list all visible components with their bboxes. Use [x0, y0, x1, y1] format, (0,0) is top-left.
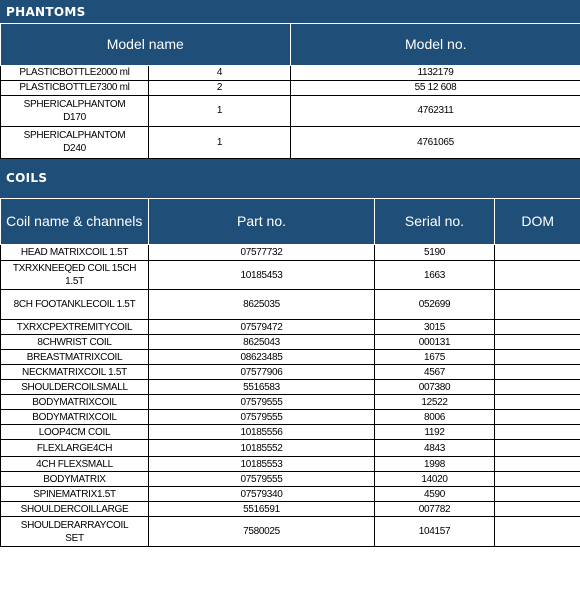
coil-row: [1, 425, 580, 440]
coil-dom-cell: [495, 261, 580, 290]
coil-serial-no-cell: 8006: [375, 410, 495, 425]
phantom-qty-cell: 2: [149, 80, 291, 95]
phantom-row: [1, 126, 580, 158]
coil-row: [1, 380, 580, 395]
coil-serial-no-cell: 4843: [375, 440, 495, 457]
coil-name-header: Coil name & channels: [1, 199, 149, 245]
phantom-model-no-cell: 4761065: [291, 126, 580, 158]
coil-part-no-cell: 7580025: [149, 517, 375, 547]
coil-name-cell: BODYMATRIXCOIL: [1, 410, 149, 425]
coil-dom-cell: [495, 245, 580, 261]
coil-row: [1, 245, 580, 261]
coil-name-cell: SPINEMATRIX1.5T: [1, 487, 149, 502]
phantom-row: [1, 65, 580, 80]
dom-header: DOM: [495, 199, 580, 245]
coil-serial-no-cell: 007380: [375, 380, 495, 395]
coil-row: [1, 261, 580, 290]
phantom-qty-cell: 1: [149, 126, 291, 158]
coil-part-no-cell: 8625035: [149, 290, 375, 320]
coil-row: [1, 335, 580, 350]
phantoms-title: PHANTOMS: [0, 0, 580, 24]
coil-part-no-cell: 10185552: [149, 440, 375, 457]
coil-name-cell: LOOP4CM COIL: [1, 425, 149, 440]
coil-row: [1, 487, 580, 502]
coil-row: [1, 457, 580, 472]
coil-serial-no-cell: 052699: [375, 290, 495, 320]
coil-part-no-cell: 07579555: [149, 410, 375, 425]
coil-part-no-cell: 07577732: [149, 245, 375, 261]
coil-dom-cell: [495, 502, 580, 517]
coil-row: [1, 517, 580, 547]
coil-part-no-cell: 07579472: [149, 320, 375, 335]
coils-table: [0, 199, 580, 548]
phantom-qty-cell: 4: [149, 65, 291, 80]
coil-part-no-cell: 07579555: [149, 472, 375, 487]
coil-row: [1, 395, 580, 410]
phantom-model-no-cell: 4762311: [291, 95, 580, 126]
coils-title: COILS: [0, 159, 580, 199]
coil-name-cell: NECKMATRIXCOIL 1.5T: [1, 365, 149, 380]
coil-row: [1, 502, 580, 517]
coil-part-no-cell: 10185453: [149, 261, 375, 290]
coil-dom-cell: [495, 487, 580, 502]
phantoms-section: [0, 0, 580, 159]
coil-dom-cell: [495, 440, 580, 457]
coil-dom-cell: [495, 517, 580, 547]
coil-dom-cell: [495, 457, 580, 472]
coil-serial-no-cell: 14020: [375, 472, 495, 487]
coil-serial-no-cell: 5190: [375, 245, 495, 261]
coil-serial-no-cell: 4567: [375, 365, 495, 380]
coil-dom-cell: [495, 290, 580, 320]
phantom-row: [1, 80, 580, 95]
coil-part-no-cell: 10185556: [149, 425, 375, 440]
coil-serial-no-cell: 4590: [375, 487, 495, 502]
coil-part-no-cell: 10185553: [149, 457, 375, 472]
coil-dom-cell: [495, 335, 580, 350]
coil-part-no-cell: 8625043: [149, 335, 375, 350]
phantom-qty-cell: 1: [149, 95, 291, 126]
coil-name-cell: HEAD MATRIXCOIL 1.5T: [1, 245, 149, 261]
coil-row: [1, 365, 580, 380]
phantom-name-cell: SPHERICALPHANTOM D170: [1, 95, 149, 126]
phantom-model-no-cell: 1132179: [291, 65, 580, 80]
coils-body: [1, 245, 580, 547]
coil-name-cell: 4CH FLEXSMALL: [1, 457, 149, 472]
phantom-model-no-cell: 55 12 608: [291, 80, 580, 95]
coil-name-cell: TXRXKNEEQED COIL 15CH 1.5T: [1, 261, 149, 290]
model-no-header: Model no.: [291, 24, 580, 65]
phantom-name-cell: SPHERICALPHANTOM D240: [1, 126, 149, 158]
coil-row: [1, 472, 580, 487]
coil-part-no-cell: 07579555: [149, 395, 375, 410]
coil-name-cell: SHOULDERARRAYCOIL SET: [1, 517, 149, 547]
coil-row: [1, 440, 580, 457]
part-no-header: Part no.: [149, 199, 375, 245]
coil-dom-cell: [495, 380, 580, 395]
coil-name-cell: SHOULDERCOILLARGE: [1, 502, 149, 517]
coil-name-cell: BODYMATRIX: [1, 472, 149, 487]
coil-part-no-cell: 07577906: [149, 365, 375, 380]
coil-name-cell: BREASTMATRIXCOIL: [1, 350, 149, 365]
coil-part-no-cell: 5516583: [149, 380, 375, 395]
coil-name-cell: 8CHWRIST COIL: [1, 335, 149, 350]
coil-serial-no-cell: 007782: [375, 502, 495, 517]
coil-dom-cell: [495, 472, 580, 487]
coil-serial-no-cell: 3015: [375, 320, 495, 335]
model-name-header: Model name: [1, 24, 291, 65]
phantoms-body: [1, 65, 580, 158]
coil-serial-no-cell: 104157: [375, 517, 495, 547]
coil-row: [1, 350, 580, 365]
coil-dom-cell: [495, 365, 580, 380]
coil-serial-no-cell: 12522: [375, 395, 495, 410]
coil-dom-cell: [495, 320, 580, 335]
phantom-name-cell: PLASTICBOTTLE2000 ml: [1, 65, 149, 80]
coil-dom-cell: [495, 395, 580, 410]
coil-serial-no-cell: 1192: [375, 425, 495, 440]
coil-name-cell: 8CH FOOTANKLECOIL 1.5T: [1, 290, 149, 320]
coil-name-cell: TXRXCPEXTREMITYCOIL: [1, 320, 149, 335]
coil-row: [1, 320, 580, 335]
coil-dom-cell: [495, 350, 580, 365]
coil-serial-no-cell: 1663: [375, 261, 495, 290]
coil-dom-cell: [495, 425, 580, 440]
serial-no-header: Serial no.: [375, 199, 495, 245]
phantom-row: [1, 95, 580, 126]
phantoms-table: [0, 24, 580, 159]
coil-part-no-cell: 07579340: [149, 487, 375, 502]
coil-name-cell: SHOULDERCOILSMALL: [1, 380, 149, 395]
coil-serial-no-cell: 1675: [375, 350, 495, 365]
phantom-name-cell: PLASTICBOTTLE7300 ml: [1, 80, 149, 95]
coil-name-cell: FLEXLARGE4CH: [1, 440, 149, 457]
coils-section: [0, 159, 580, 548]
coil-row: [1, 290, 580, 320]
coil-dom-cell: [495, 410, 580, 425]
coil-serial-no-cell: 1998: [375, 457, 495, 472]
coil-part-no-cell: 5516591: [149, 502, 375, 517]
coil-part-no-cell: 08623485: [149, 350, 375, 365]
coil-row: [1, 410, 580, 425]
coil-name-cell: BODYMATRIXCOIL: [1, 395, 149, 410]
coil-serial-no-cell: 000131: [375, 335, 495, 350]
